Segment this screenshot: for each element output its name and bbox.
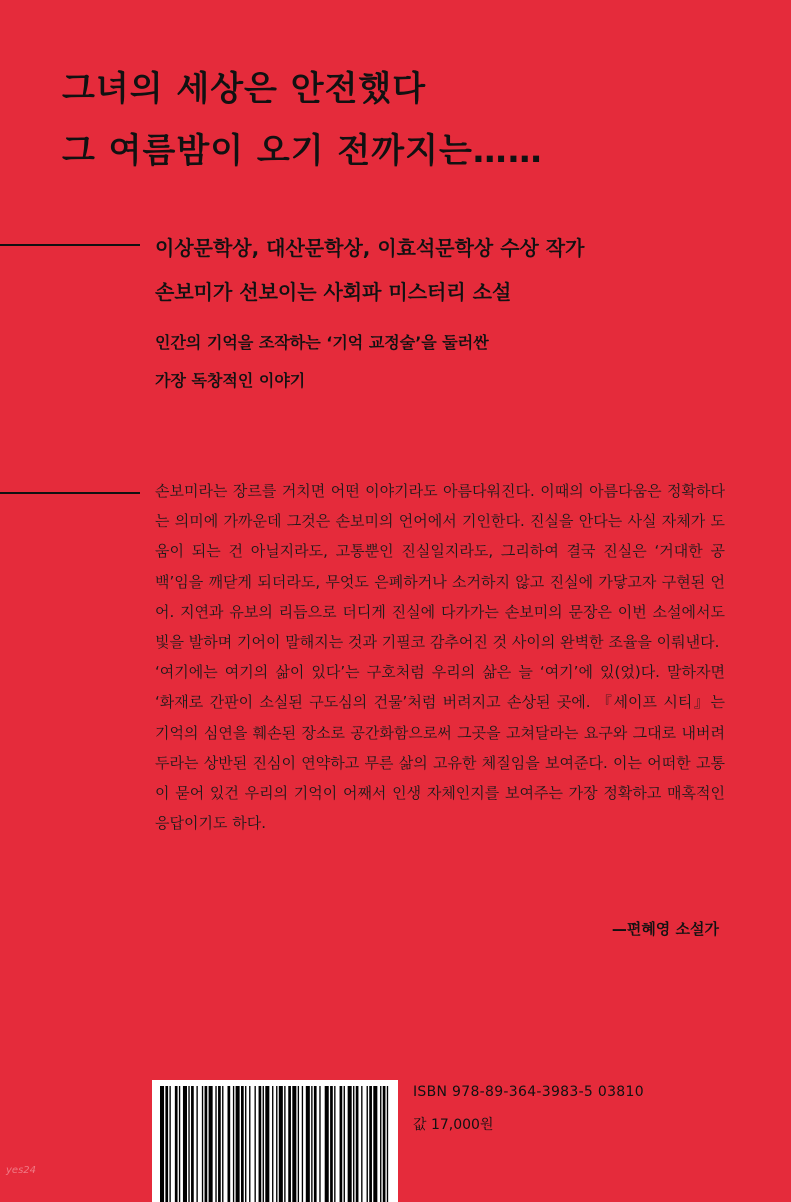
barcode-bar bbox=[255, 1086, 256, 1202]
barcode-bar bbox=[218, 1086, 221, 1202]
barcode-bar bbox=[311, 1086, 312, 1202]
barcode-bar bbox=[265, 1086, 269, 1202]
barcode-bar bbox=[196, 1086, 197, 1202]
barcode-bar bbox=[292, 1086, 296, 1202]
tagline bbox=[155, 324, 489, 400]
headline bbox=[62, 58, 543, 182]
barcode-bar bbox=[259, 1086, 262, 1202]
barcode-bar bbox=[215, 1086, 216, 1202]
barcode-bar bbox=[228, 1086, 231, 1202]
barcode-bar bbox=[340, 1086, 343, 1202]
review-paragraph-2: ‘여기에는 여기의 삶이 있다’는 구호처럼 우리의 삶은 늘 ‘여기’에 있(었)다. 말하자면 ‘화재로 간판이 소실된 구도심의 건물’처럼 버려지고 손상된 곳에. 『세이프 시티』는 기억의 심연을 훼손된 장소로 공간화함으로써 그곳을 고쳐달라는 요구와 그대로 내버려두라는 상반된 진심이 연약하고 무른 삶의 고유한 체질임을 보여준다. 이는 어떠한 고통이 묻어 있건 우리의 기억이 어째서 인생 자체인지를 보여주는 가장 정확하고 매혹적인 응답이기도 하다. bbox=[155, 663, 725, 833]
barcode-bar bbox=[353, 1086, 354, 1202]
barcode-bar bbox=[169, 1086, 170, 1202]
tagline-line-1: 인간의 기억을 조작하는 ‘기억 교정술’을 둘러싼 bbox=[155, 333, 489, 352]
divider-rule-review bbox=[0, 492, 140, 494]
review-paragraph-1: 손보미라는 장르를 거치면 어떤 이야기라도 아름다워진다. 이때의 아름다움은 정확하다는 의미에 가까운데 그것은 손보미의 언어에서 기인한다. 진실을 안다는 사실 자체가 도움이 되는 건 아닐지라도, 고통뿐인 진실일지라도, 그리하여 결국 진실은 ‘거대한 공백’임을 깨닫게 되더라도, 무엇도 은폐하거나 소거하지 않고 진실에 가닿고자 구현된 언어. 지연과 유보의 리듬으로 더디게 진실에 다가가는 손보미의 문장은 이번 소설에서도 빛을 발하며 기어이 말해지는 것과 기필코 감추어진 것 사이의 완벽한 조율을 이뤄낸다. bbox=[155, 482, 725, 652]
barcode-bar bbox=[179, 1086, 180, 1202]
award-subhead bbox=[155, 226, 584, 314]
barcode-bar bbox=[202, 1086, 203, 1202]
barcode-bar bbox=[233, 1086, 234, 1202]
barcode-bar bbox=[272, 1086, 273, 1202]
barcode-bar bbox=[302, 1086, 303, 1202]
barcode-bar bbox=[279, 1086, 283, 1202]
barcode bbox=[152, 1080, 398, 1202]
barcode-bar bbox=[284, 1086, 285, 1202]
headline-line-2: 그 여름밤이 오기 전까지는…… bbox=[62, 131, 543, 171]
barcode-bar bbox=[175, 1086, 178, 1202]
barcode-bar bbox=[325, 1086, 329, 1202]
headline-line-1: 그녀의 세상은 안전했다 bbox=[62, 69, 427, 109]
barcode-bar bbox=[263, 1086, 264, 1202]
barcode-bar bbox=[369, 1086, 372, 1202]
barcode-bar bbox=[319, 1086, 320, 1202]
review-text bbox=[155, 476, 725, 838]
barcode-bar bbox=[306, 1086, 310, 1202]
barcode-bar bbox=[373, 1086, 377, 1202]
barcode-bar bbox=[367, 1086, 368, 1202]
barcode-bar bbox=[387, 1086, 388, 1202]
barcode-bar bbox=[348, 1086, 352, 1202]
barcode-bar bbox=[361, 1086, 362, 1202]
barcode-bar bbox=[236, 1086, 240, 1202]
watermark: yes24 bbox=[6, 1165, 37, 1176]
subhead-line-1: 이상문학상, 대산문학상, 이효석문학상 수상 작가 bbox=[155, 236, 585, 260]
barcode-bar bbox=[344, 1086, 345, 1202]
review-credit: —편혜영 소설가 bbox=[611, 920, 719, 938]
barcode-bar bbox=[380, 1086, 381, 1202]
barcode-bar bbox=[165, 1086, 168, 1202]
barcode-bar bbox=[314, 1086, 317, 1202]
barcode-bar bbox=[383, 1086, 386, 1202]
barcode-bar bbox=[205, 1086, 208, 1202]
barcode-bar bbox=[276, 1086, 277, 1202]
barcode-bar bbox=[191, 1086, 194, 1202]
barcode-bar bbox=[241, 1086, 244, 1202]
barcode-bar bbox=[183, 1086, 187, 1202]
tagline-line-2: 가장 독창적인 이야기 bbox=[155, 371, 306, 390]
barcode-bar bbox=[245, 1086, 246, 1202]
barcode-bars bbox=[158, 1086, 392, 1202]
barcode-bar bbox=[222, 1086, 223, 1202]
barcode-bar bbox=[356, 1086, 359, 1202]
barcode-bar bbox=[288, 1086, 291, 1202]
subhead-line-2: 손보미가 선보이는 사회파 미스터리 소설 bbox=[155, 280, 512, 304]
barcode-bar bbox=[249, 1086, 250, 1202]
price-label: 값 17,000원 bbox=[413, 1117, 494, 1133]
barcode-bar bbox=[334, 1086, 335, 1202]
isbn-number: ISBN 978-89-364-3983-5 03810 bbox=[413, 1084, 644, 1100]
barcode-bar bbox=[160, 1086, 164, 1202]
divider-rule-top bbox=[0, 244, 140, 246]
barcode-bar bbox=[330, 1086, 333, 1202]
barcode-bar bbox=[188, 1086, 189, 1202]
barcode-bar bbox=[298, 1086, 299, 1202]
barcode-bar bbox=[209, 1086, 213, 1202]
